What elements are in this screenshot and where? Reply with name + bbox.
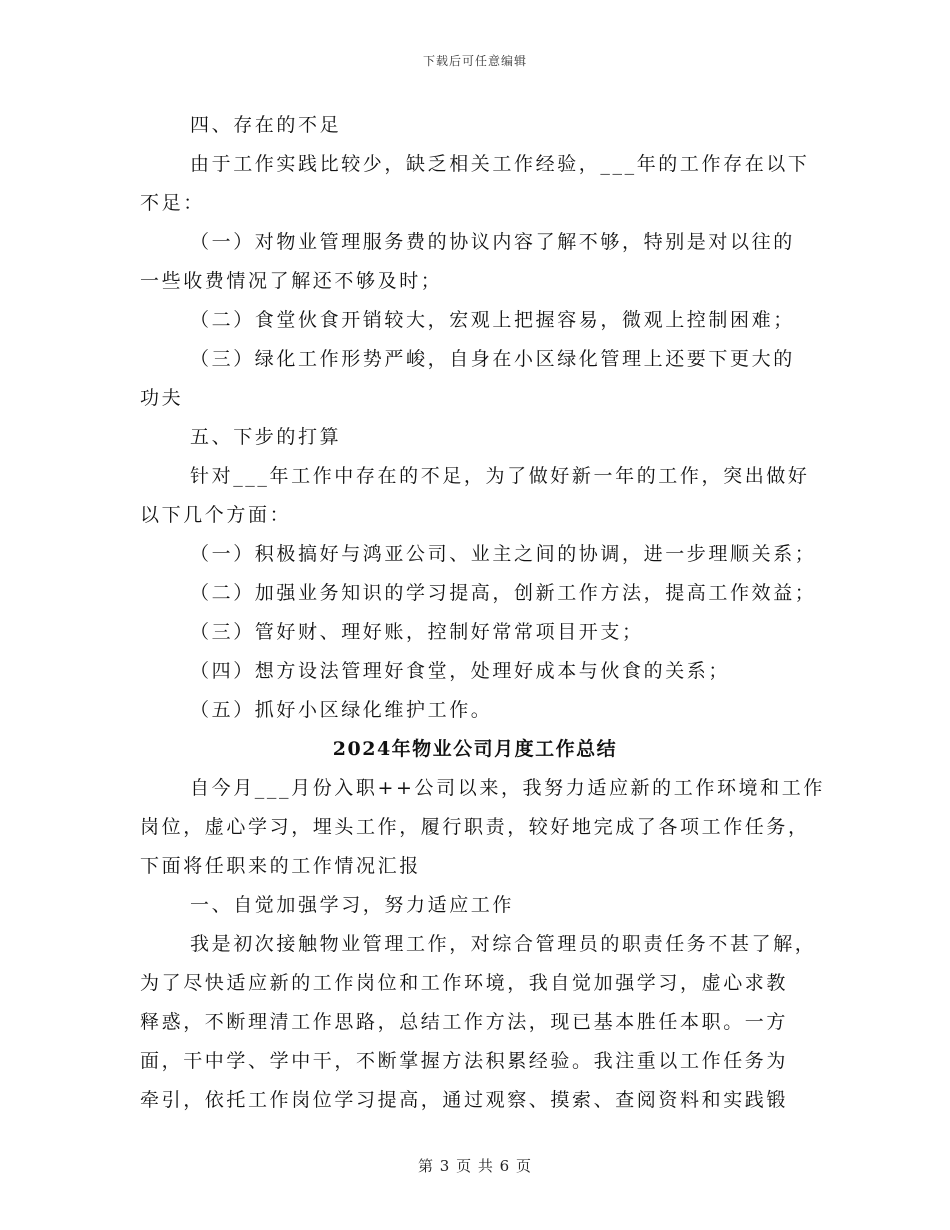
- page-number-footer: 第 3 页 共 6 页: [418, 1157, 532, 1175]
- list-item-line: （一）对物业管理服务费的协议内容了解不够，特别是对以往的: [190, 231, 795, 253]
- list-item-line: 功夫: [140, 387, 184, 409]
- list-item-line: （三）管好财、理好账，控制好常常项目开支；: [190, 621, 644, 643]
- list-item-line: （一）积极搞好与鸿亚公司、业主之间的协调，进一步理顺关系；: [190, 543, 817, 565]
- section-heading-shortcomings: 四、存在的不足: [190, 114, 342, 136]
- paragraph-line: 我是初次接触物业管理工作，对综合管理员的职责任务不甚了解，: [190, 933, 817, 955]
- paragraph-line: 不足：: [140, 192, 205, 214]
- document-body: [140, 106, 825, 1120]
- section-heading-next-plan: 五、下步的打算: [190, 426, 342, 448]
- section-heading-study: 一、自觉加强学习，努力适应工作: [190, 894, 515, 916]
- paragraph-line: 面，干中学、学中干，不断掌握方法积累经验。我注重以工作任务为: [140, 1050, 789, 1072]
- paragraph-line: 岗位，虚心学习，埋头工作，履行职责，较好地完成了各项工作任务，: [140, 816, 810, 838]
- paragraph-line: 下面将任职来的工作情况汇报: [140, 855, 421, 877]
- list-item-line: （二）食堂伙食开销较大，宏观上把握容易，微观上控制困难；: [190, 309, 795, 331]
- paragraph-line: 由于工作实践比较少，缺乏相关工作经验，___年的工作存在以下: [190, 153, 810, 175]
- paragraph-line: 自今月___月份入职++公司以来，我努力适应新的工作环境和工作: [190, 777, 825, 799]
- list-item-line: （五）抓好小区绿化维护工作。: [190, 699, 493, 721]
- list-item-line: （三）绿化工作形势严峻，自身在小区绿化管理上还要下更大的: [190, 348, 795, 370]
- page-header-note: 下载后可任意编辑: [422, 54, 527, 68]
- document-title: 2024年物业公司月度工作总结: [332, 738, 618, 760]
- paragraph-line: 牵引，依托工作岗位学习提高，通过观察、摸索、查阅资料和实践锻: [140, 1089, 789, 1111]
- list-item-line: （四）想方设法管理好食堂，处理好成本与伙食的关系；: [190, 660, 731, 682]
- paragraph-line: 为了尽快适应新的工作岗位和工作环境，我自觉加强学习，虚心求教: [140, 972, 789, 994]
- list-item-line: 一些收费情况了解还不够及时；: [140, 270, 443, 292]
- paragraph-line: 以下几个方面：: [140, 504, 292, 526]
- list-item-line: （二）加强业务知识的学习提高，创新工作方法，提高工作效益；: [190, 582, 817, 604]
- paragraph-line: 针对___年工作中存在的不足，为了做好新一年的工作，突出做好: [190, 465, 810, 487]
- paragraph-line: 释惑，不断理清工作思路，总结工作方法，现已基本胜任本职。一方: [140, 1011, 789, 1033]
